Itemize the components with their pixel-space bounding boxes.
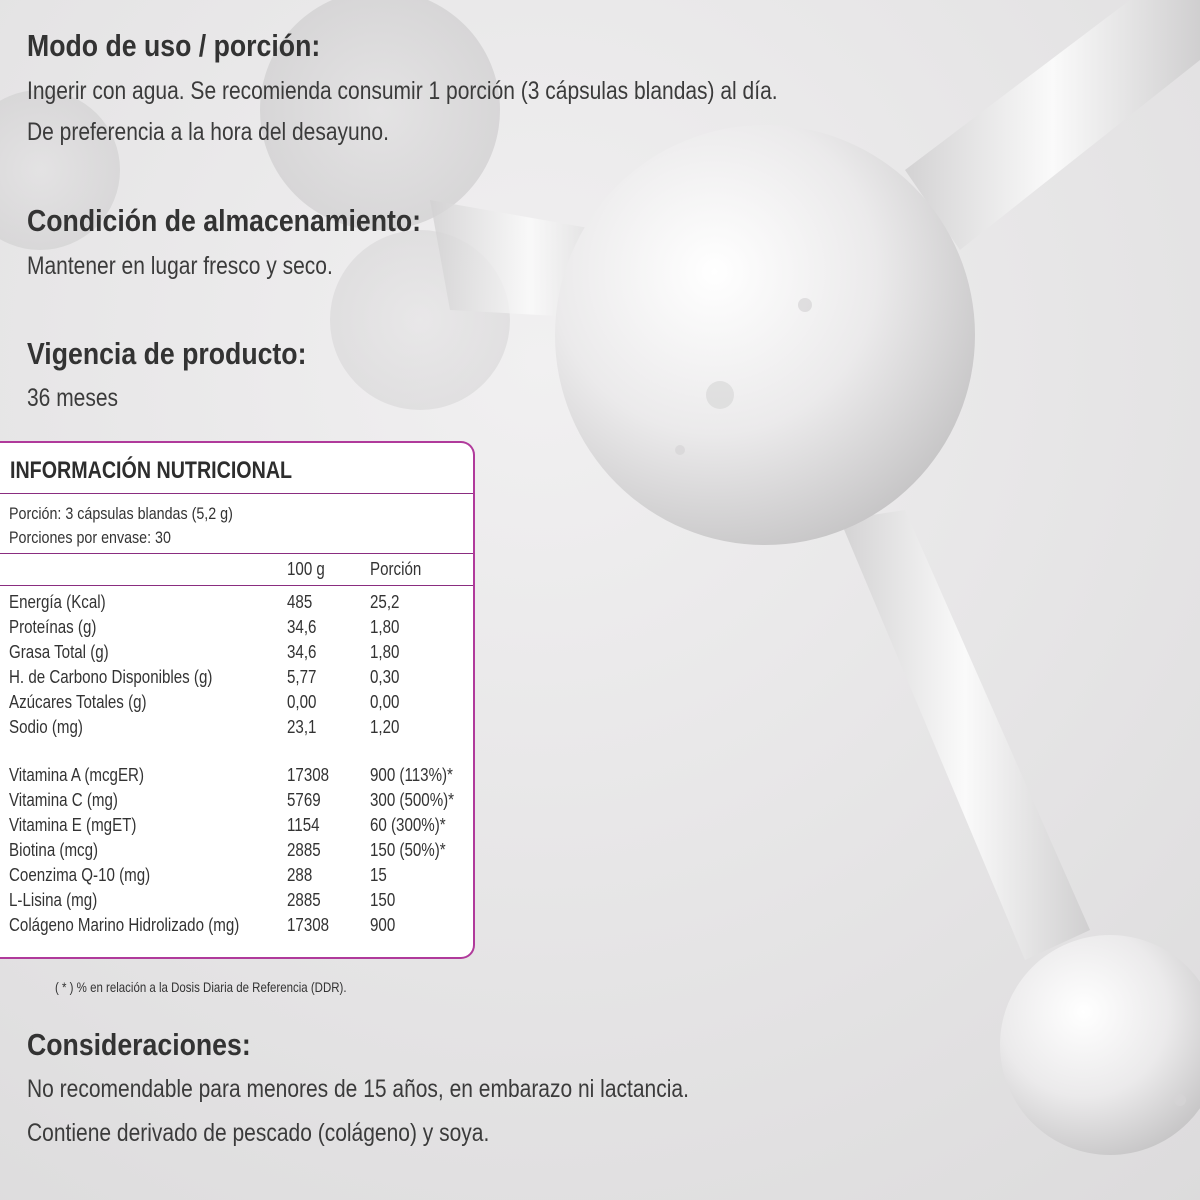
column-header-100g: 100 g <box>287 559 325 579</box>
nutrient-name: Grasa Total (g) <box>9 642 109 662</box>
nutrient-name: Vitamina C (mg) <box>9 790 118 810</box>
nutrient-name: Energía (Kcal) <box>9 592 106 612</box>
nutrition-title: INFORMACIÓN NUTRICIONAL <box>10 457 293 484</box>
value-portion: 1,80 <box>370 642 400 662</box>
section-title-almacenamiento: Condición de almacenamiento: <box>27 203 422 238</box>
value-portion: 60 (300%)* <box>370 815 446 835</box>
value-100g: 34,6 <box>287 617 317 637</box>
portions-per-pack: Porciones por envase: 30 <box>9 528 171 547</box>
value-portion: 1,80 <box>370 617 400 637</box>
table-row <box>0 716 475 740</box>
almacenamiento-text: Mantener en lugar fresco y seco. <box>27 252 333 280</box>
value-portion: 150 (50%)* <box>370 840 446 860</box>
nutrient-name: Colágeno Marino Hidrolizado (mg) <box>9 915 240 935</box>
ddr-footnote: ( * ) % en relación a la Dosis Diaria de Referencia (DDR). <box>55 979 347 995</box>
table-row <box>0 889 475 913</box>
value-100g: 17308 <box>287 765 330 785</box>
nutrient-name: L-Lisina (mg) <box>9 890 98 910</box>
value-portion: 900 <box>370 915 396 935</box>
consideraciones-text-2: Contiene derivado de pescado (colágeno) y soya. <box>27 1119 490 1147</box>
value-100g: 2885 <box>287 890 321 910</box>
value-portion: 900 (113%)* <box>370 765 453 785</box>
nutrition-facts-panel <box>0 441 475 959</box>
section-title-vigencia: Vigencia de producto: <box>27 336 307 371</box>
divider <box>0 553 473 554</box>
value-100g: 5769 <box>287 790 321 810</box>
value-portion: 0,30 <box>370 667 400 687</box>
table-row <box>0 666 475 690</box>
value-100g: 17308 <box>287 915 330 935</box>
value-100g: 5,77 <box>287 667 317 687</box>
section-title-modo-uso: Modo de uso / porción: <box>27 28 321 63</box>
value-100g: 0,00 <box>287 692 317 712</box>
value-100g: 288 <box>287 865 313 885</box>
value-portion: 0,00 <box>370 692 400 712</box>
nutrient-name: Azúcares Totales (g) <box>9 692 147 712</box>
nutrient-name: Proteínas (g) <box>9 617 97 637</box>
value-portion: 150 <box>370 890 396 910</box>
portion-size: Porción: 3 cápsulas blandas (5,2 g) <box>9 504 233 523</box>
table-row <box>0 641 475 665</box>
value-100g: 34,6 <box>287 642 317 662</box>
column-header-portion: Porción <box>370 559 422 579</box>
table-row <box>0 814 475 838</box>
value-portion: 300 (500%)* <box>370 790 455 810</box>
nutrient-name: Biotina (mcg) <box>9 840 99 860</box>
value-portion: 15 <box>370 865 387 885</box>
nutrient-name: Vitamina E (mgET) <box>9 815 137 835</box>
modo-uso-text-2: De preferencia a la hora del desayuno. <box>27 118 389 146</box>
table-row <box>0 764 475 788</box>
value-portion: 1,20 <box>370 717 400 737</box>
table-row <box>0 691 475 715</box>
value-100g: 2885 <box>287 840 321 860</box>
table-row <box>0 591 475 615</box>
table-row <box>0 789 475 813</box>
consideraciones-text-1: No recomendable para menores de 15 años, en embarazo ni lactancia. <box>27 1075 689 1103</box>
divider <box>0 493 473 494</box>
nutrient-name: H. de Carbono Disponibles (g) <box>9 667 213 687</box>
table-row <box>0 864 475 888</box>
value-100g: 23,1 <box>287 717 317 737</box>
divider <box>0 585 473 586</box>
vigencia-text: 36 meses <box>27 384 119 412</box>
table-row <box>0 839 475 863</box>
nutrient-name: Coenzima Q-10 (mg) <box>9 865 151 885</box>
table-header-row <box>0 558 475 582</box>
table-row <box>0 616 475 640</box>
nutrient-name: Sodio (mg) <box>9 717 83 737</box>
nutrient-name: Vitamina A (mcgER) <box>9 765 145 785</box>
value-portion: 25,2 <box>370 592 400 612</box>
value-100g: 485 <box>287 592 313 612</box>
modo-uso-text-1: Ingerir con agua. Se recomienda consumir 1 porción (3 cápsulas blandas) al día. <box>27 77 778 105</box>
section-title-consideraciones: Consideraciones: <box>27 1027 251 1062</box>
table-row <box>0 914 475 938</box>
value-100g: 1154 <box>287 815 320 835</box>
